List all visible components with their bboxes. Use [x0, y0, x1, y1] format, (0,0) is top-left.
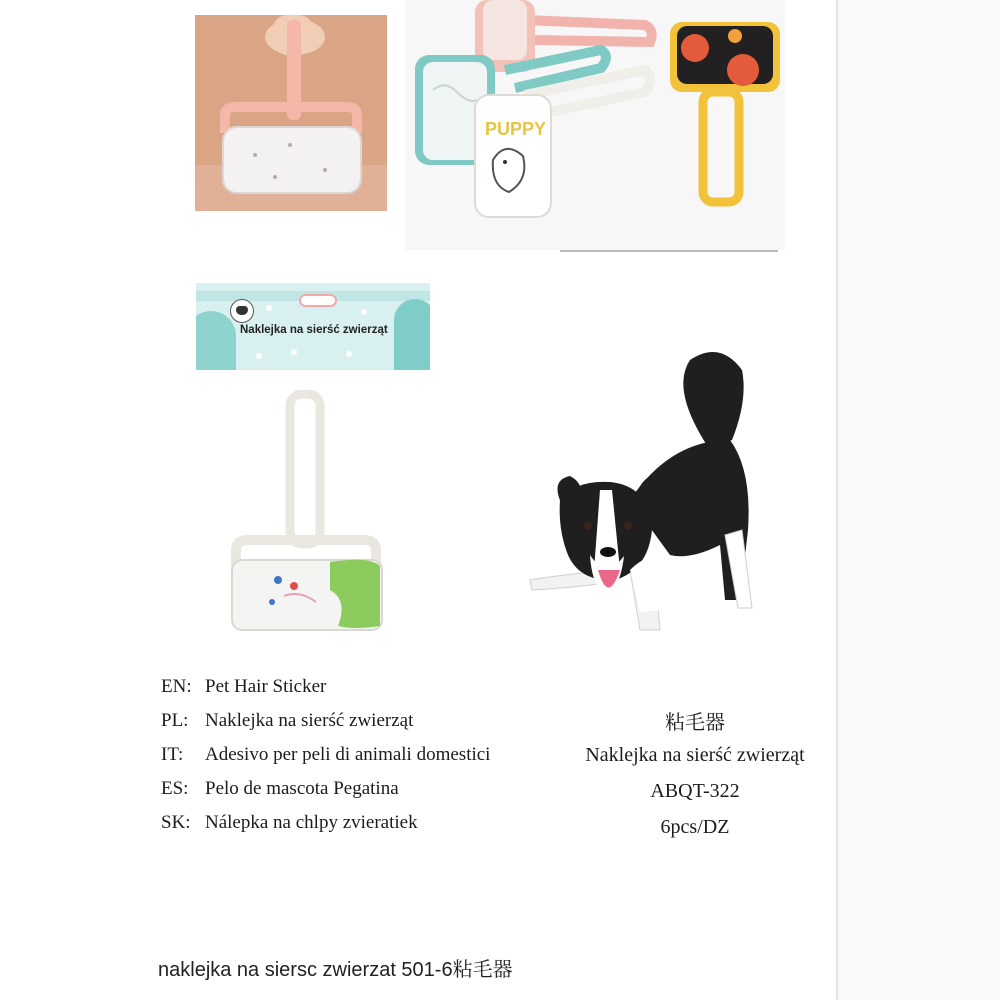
paw-print-icon — [361, 309, 367, 315]
cat-silhouette-icon — [196, 311, 236, 370]
photo-color-rollers — [405, 0, 785, 250]
photo-single-roller — [220, 390, 390, 635]
translation-row-en — [161, 676, 326, 698]
product-name: Naklejka na sierść zwierząt — [585, 744, 805, 766]
package-label — [196, 283, 430, 370]
photo-border-collie — [520, 330, 760, 640]
package-label-title: Naklejka na sierść zwierząt — [240, 324, 388, 336]
translation-row-sk — [161, 812, 418, 834]
roller-brand-text: PUPPY — [485, 119, 547, 139]
brand-logo-icon — [230, 299, 254, 323]
listing-caption: naklejka na siersc zwierzat 501-6粘毛器 — [158, 959, 513, 981]
language-code: EN: — [161, 676, 192, 697]
product-model: ABQT-322 — [650, 780, 740, 802]
translation-text: Naklejka na sierść zwierząt — [205, 710, 414, 731]
dog-silhouette-icon — [394, 299, 430, 370]
hanger-hole-icon — [299, 294, 337, 307]
paw-print-icon — [346, 351, 352, 357]
translation-row-pl — [161, 710, 413, 732]
paw-print-icon — [256, 353, 262, 359]
language-code: SK: — [161, 812, 191, 833]
language-code: IT: — [161, 744, 184, 765]
photo-hand-roller — [195, 15, 387, 211]
product-pack-size: 6pcs/DZ — [660, 816, 730, 838]
right-margin-pane — [838, 0, 1000, 1000]
translation-text: Pet Hair Sticker — [205, 676, 327, 697]
language-code: ES: — [161, 778, 189, 799]
translation-text: Pelo de mascota Pegatina — [205, 778, 399, 799]
translation-text: Adesivo per peli di animali domestici — [205, 744, 491, 765]
product-chinese-name: 粘毛器 — [665, 712, 725, 734]
translation-row-es — [161, 778, 399, 800]
photo-divider-line — [560, 250, 778, 252]
translation-text: Nálepka na chlpy zvieratiek — [205, 812, 418, 833]
paw-print-icon — [291, 349, 297, 355]
translation-row-it — [161, 744, 490, 766]
paw-print-icon — [266, 305, 272, 311]
language-code: PL: — [161, 710, 189, 731]
